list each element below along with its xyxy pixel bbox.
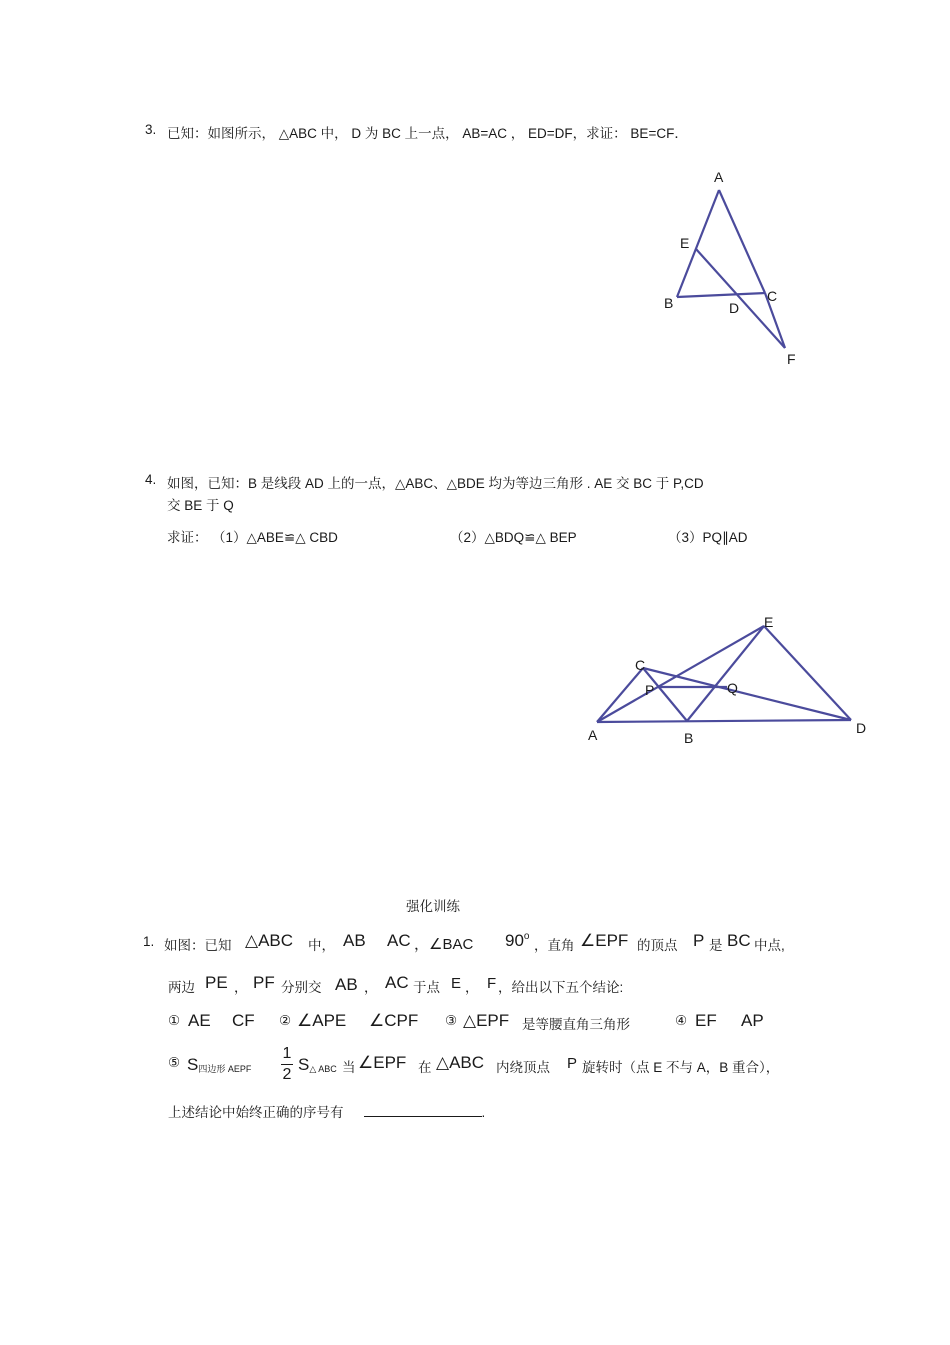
problem4-claim1: （1）△ABE≌△ CBD <box>212 530 338 545</box>
exercise1-text: 两边 <box>168 980 195 995</box>
segment-ae <box>597 626 764 722</box>
exercise1-text: 的顶点 <box>637 938 678 953</box>
conclusion-4-marker: ④ <box>675 1013 688 1028</box>
exercise1-text: 是 <box>709 938 723 953</box>
angle-ape: ∠APE <box>297 1011 347 1030</box>
exercise1-text: 内绕顶点 <box>496 1060 550 1075</box>
problem4-line1: 如图，已知：B 是线段 AD 上的一点，△ABC、△BDE 均为等边三角形 . AE 交 BC 于 P,CD <box>167 476 704 491</box>
exercise1-text: 中点, <box>754 938 785 953</box>
angle-epf: ∠EPF <box>358 1053 407 1072</box>
segment-ac <box>597 668 643 722</box>
area-triangle-abc: $S_{\triangle ABC}$ <box>298 1055 337 1074</box>
triangle-abc: △ABC <box>245 931 294 950</box>
exercise1-text: ， <box>465 980 479 995</box>
segment-bc: BC <box>727 931 751 950</box>
segment-ab: AB <box>335 975 358 994</box>
problem4-number: 4. <box>145 472 157 487</box>
problem4-claim2: （2）△BDQ≌△ BEP <box>450 530 577 545</box>
segment-cd <box>643 668 851 720</box>
point-p: P <box>567 1055 578 1072</box>
label-e: E <box>764 614 774 630</box>
exercise1-text: 当 <box>342 1060 356 1075</box>
label-d: D <box>856 720 867 736</box>
exercise1-text: ， <box>234 980 248 995</box>
segment-ed <box>764 626 851 720</box>
exercise1-text: 如图：已知 <box>164 938 232 953</box>
segment-ab: AB <box>343 931 366 950</box>
exercise1-text: ，给出以下五个结论: <box>498 980 624 995</box>
conclusion-1-marker: ① <box>168 1013 181 1028</box>
segment-pf: PF <box>253 973 275 992</box>
exercise1-text: 中， <box>308 938 335 953</box>
point-p: P <box>693 931 705 950</box>
label-b: B <box>664 295 674 311</box>
exercise1-text: ， <box>364 980 378 995</box>
exercise1-text: 在 <box>418 1060 432 1075</box>
angle-value: 90$^o$ <box>505 931 530 950</box>
point-f: F <box>487 975 497 992</box>
label-a: A <box>714 169 724 185</box>
label-a: A <box>588 727 598 743</box>
triangle-abc: △ABC <box>436 1053 485 1072</box>
segment-be <box>687 626 764 721</box>
segment-ad <box>597 720 851 722</box>
problem4-claim3: （3）PQ∥AD <box>668 530 748 545</box>
label-p: P <box>645 682 655 698</box>
conclusion-3-marker: ③ <box>445 1013 458 1028</box>
label-e: E <box>680 235 690 251</box>
segment-ef: EF <box>695 1011 717 1030</box>
exercise1-text: ，直角 <box>534 938 575 953</box>
problem3-text: 已知：如图所示， △ABC 中， D 为 BC 上一点， AB=AC ， ED=DF，求证： BE=CF． <box>167 126 688 141</box>
label-q: Q <box>727 680 738 696</box>
exercise1-text: 分别交 <box>281 980 322 995</box>
label-f: F <box>787 351 796 367</box>
conclusion-3-text: 是等腰直角三角形 <box>522 1017 630 1032</box>
answer-blank[interactable] <box>364 1104 482 1117</box>
segment-cf: CF <box>232 1011 255 1030</box>
angle-epf: ∠EPF <box>580 931 629 950</box>
triangle-epf: △EPF <box>463 1011 510 1030</box>
segment-ac: AC <box>387 931 411 950</box>
label-d: D <box>729 300 740 316</box>
problem4-line2: 交 BE 于 Q <box>167 498 234 513</box>
label-c: C <box>635 657 646 673</box>
fraction-one-half: 1 2 <box>282 1045 292 1083</box>
segment-ac: AC <box>385 973 409 992</box>
conclusion-5-marker: ⑤ <box>168 1055 181 1070</box>
segment-pe: PE <box>205 973 228 992</box>
label-c: C <box>767 288 778 304</box>
segment-ap: AP <box>741 1011 764 1030</box>
exercise1-text: 于点 <box>413 980 440 995</box>
section-title: 强化训练 <box>406 899 460 914</box>
label-b: B <box>684 730 694 746</box>
problem3-number: 3. <box>145 122 157 137</box>
angle-cpf: ∠CPF <box>369 1011 419 1030</box>
exercise1-question: 上述结论中始终正确的序号有 . <box>168 1105 486 1120</box>
conclusion-2-marker: ② <box>279 1013 292 1028</box>
point-e: E <box>451 975 462 992</box>
area-quadrilateral-aepf: $S_{四边形 AEPF}$ <box>187 1055 252 1074</box>
exercise1-text: 旋转时（点 E 不与 A，B 重合）， <box>582 1060 780 1075</box>
problem4-prove-label: 求证： <box>167 530 208 545</box>
exercise1-number: 1. <box>143 934 155 949</box>
segment-ae: AE <box>188 1011 211 1030</box>
angle-bac: ，∠BAC <box>414 936 474 953</box>
